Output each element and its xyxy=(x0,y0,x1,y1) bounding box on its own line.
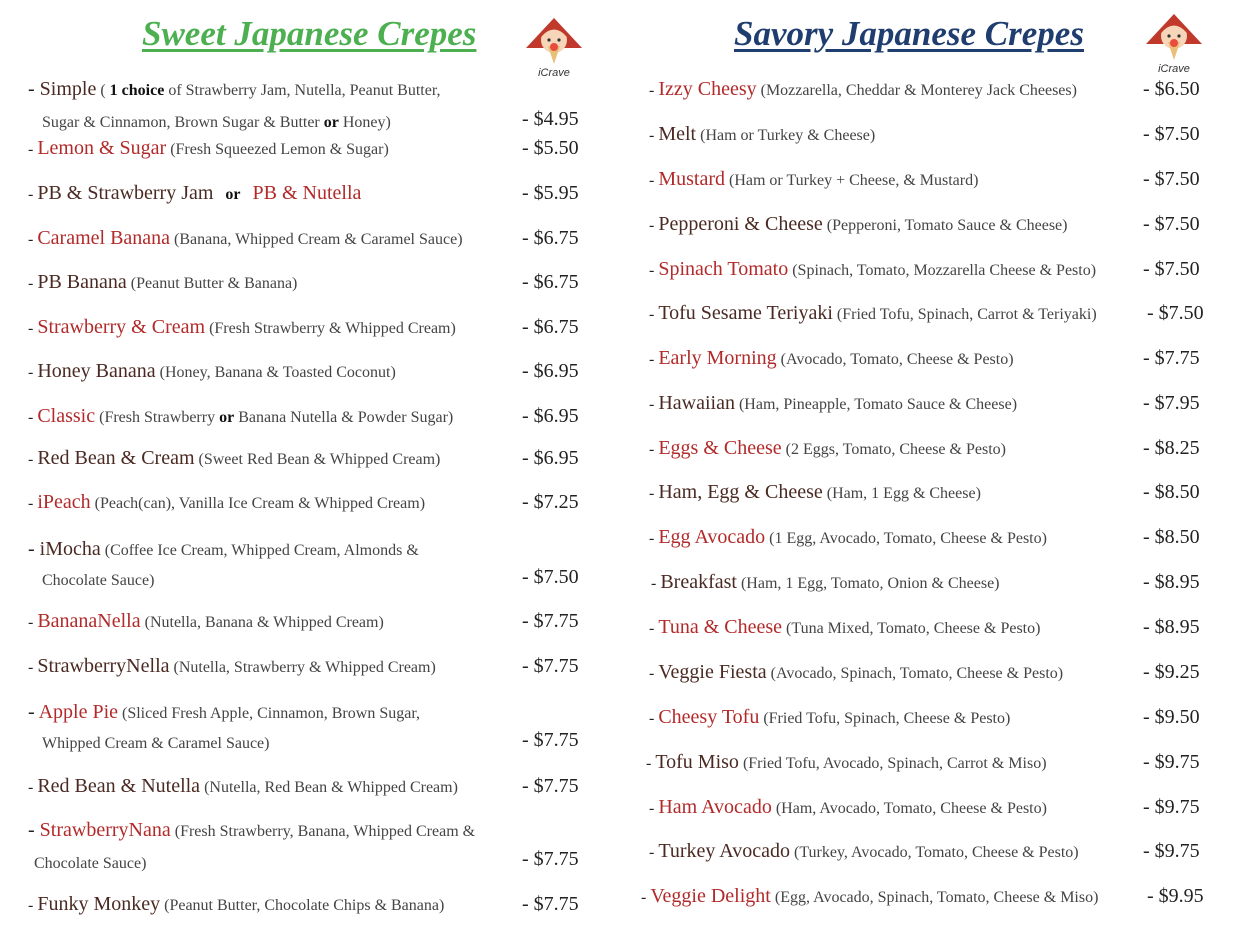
menu-item-turkey-avocado: - Turkey Avocado (Turkey, Avocado, Tomato, Cheese & Pesto) xyxy=(649,840,1079,862)
sweet-menu-section: Sweet Japanese Crepes iCrave - Simple ( 1 choice of Strawberry Jam, Nutella, Peanut Butter, Sugar & Cinnamon, Brown Sugar & Butter or Honey) - $4.95 - Lemon & Sugar (Fresh Squeezed Lemon & Sugar) - $5.50 - PB & Strawberry Jam or PB & Nutella - $5.95 - Caramel Banana (Banana, Whipped Cream & Caramel Sauce) - $6.75 - PB Banana (Peanut Butter & Banana) - $6.75 - Strawberry & Cream (Fresh Strawberry & Whipped Cream) - $6.75 - Honey Banana (Honey, Banana & Toasted Coconut) - $6.95 - Classic (Fresh Strawberry or Banana Nutella & Powder Sugar) - $6.95 - Red Bean & Cream (Sweet Red Bean & Whipped Cream) - $6.95 - iPeach (Peach(can), Vanilla Ice Cream & Whipped Cream) - $7.25 - iMocha (Coffee Ice Cream, Whipped Cream, Almonds & Chocolate Sauce) - $7.50 - BananaNella (Nutella, Banana & Whipped Cream) - $7.75 - StrawberryNella (Nutella, Strawberry & Whipped Cream) - $7.75 - Apple Pie (Sliced Fresh Apple, Cinnamon, Brown Sugar, Whipped Cream & Caramel Sauce) - $7.75 - Red Bean & Nutella (Nutella, Red Bean & Whipped Cream) - $7.75 - StrawberryNana (Fresh Strawberry, Banana, Whipped Cream & Chocolate Sauce) - $7.75 - Funky Monkey (Peanut Butter, Chocolate Chips & Banana) - $7.75 xyxy=(0,0,621,944)
menu-item-pepperoni-cheese: - Pepperoni & Cheese (Pepperoni, Tomato Sauce & Cheese) xyxy=(649,213,1068,235)
menu-item-lemon-sugar: - Lemon & Sugar (Fresh Squeezed Lemon & Sugar) xyxy=(28,137,389,159)
price-red-bean-nutella: - $7.75 xyxy=(522,775,579,797)
item-name: Egg Avocado xyxy=(658,526,766,548)
price-cheesy-tofu: - $9.50 xyxy=(1143,706,1200,728)
item-name: StrawberryNella xyxy=(37,655,170,677)
icrave-logo-icon xyxy=(1138,6,1210,76)
menu-item-strawberrynella: - StrawberryNella (Nutella, Strawberry & Whipped Cream) xyxy=(28,655,436,677)
price-pb-strawberry: - $5.95 xyxy=(522,182,579,204)
price-tofu-miso: - $9.75 xyxy=(1143,751,1200,773)
price-tuna-cheese: - $8.95 xyxy=(1143,616,1200,638)
price-early-morning: - $7.75 xyxy=(1143,347,1200,369)
menu-item-ipeach: - iPeach (Peach(can), Vanilla Ice Cream & Whipped Cream) xyxy=(28,491,426,513)
item-name: Tofu Sesame Teriyaki xyxy=(658,302,833,324)
menu-item-pb-banana: - PB Banana (Peanut Butter & Banana) xyxy=(28,271,298,293)
savory-menu-section xyxy=(621,0,1242,944)
item-name: Pepperoni & Cheese xyxy=(658,213,823,235)
item-name: Eggs & Cheese xyxy=(658,437,782,459)
menu-item-tofu-miso: - Tofu Miso (Fried Tofu, Avocado, Spinach, Carrot & Miso) xyxy=(646,751,1047,773)
item-name: Simple xyxy=(39,78,97,100)
menu-item-caramel-banana: - Caramel Banana (Banana, Whipped Cream & Caramel Sauce) xyxy=(28,227,463,249)
price-veggie-delight: - $9.95 xyxy=(1147,885,1204,907)
price-ipeach: - $7.25 xyxy=(522,491,579,513)
menu-item-izzy-cheesy: - Izzy Cheesy (Mozzarella, Cheddar & Monterey Jack Cheeses) xyxy=(649,78,1077,100)
price-strawberrynella: - $7.75 xyxy=(522,655,579,677)
item-name: Cheesy Tofu xyxy=(658,706,760,728)
item-name: StrawberryNana xyxy=(39,819,171,841)
menu-item-honey-banana: - Honey Banana (Honey, Banana & Toasted Coconut) xyxy=(28,360,396,382)
menu-item-red-bean-nutella: - Red Bean & Nutella (Nutella, Red Bean & Whipped Cream) xyxy=(28,775,458,797)
item-name: PB Banana xyxy=(37,271,127,293)
menu-item-hawaiian: - Hawaiian (Ham, Pineapple, Tomato Sauce & Cheese) xyxy=(649,392,1018,414)
price-turkey-avocado: - $9.75 xyxy=(1143,840,1200,862)
menu-item-tofu-sesame-teriyaki: - Tofu Sesame Teriyaki (Fried Tofu, Spinach, Carrot & Teriyaki) xyxy=(649,302,1097,324)
item-name: Strawberry & Cream xyxy=(37,316,206,338)
item-name: Ham, Egg & Cheese xyxy=(658,481,823,503)
item-name: Lemon & Sugar xyxy=(37,137,167,159)
item-name: Veggie Delight xyxy=(650,885,771,907)
item-name: PB & Strawberry Jam xyxy=(37,182,214,204)
item-name: Honey Banana xyxy=(37,360,156,382)
menu-item-funky-monkey: - Funky Monkey (Peanut Butter, Chocolate Chips & Banana) xyxy=(28,893,445,915)
menu-item-ham-avocado: - Ham Avocado (Ham, Avocado, Tomato, Cheese & Pesto) xyxy=(649,796,1047,818)
menu-item-egg-avocado: - Egg Avocado (1 Egg, Avocado, Tomato, Cheese & Pesto) xyxy=(649,526,1047,548)
item-name: Veggie Fiesta xyxy=(658,661,767,683)
logo-text: iCrave xyxy=(1158,63,1190,75)
menu-item-melt: - Melt (Ham or Turkey & Cheese) xyxy=(649,123,876,145)
price-caramel-banana: - $6.75 xyxy=(522,227,579,249)
item-name: Apple Pie xyxy=(38,701,118,723)
item-name: Turkey Avocado xyxy=(658,840,790,862)
menu-item-eggs-cheese: - Eggs & Cheese (2 Eggs, Tomato, Cheese & Pesto) xyxy=(649,437,1006,459)
item-name: Melt xyxy=(658,123,697,145)
price-spinach-tomato: - $7.50 xyxy=(1143,258,1200,280)
menu-item-breakfast: - Breakfast (Ham, 1 Egg, Tomato, Onion & Cheese) xyxy=(651,571,1000,593)
item-name: Early Morning xyxy=(658,347,777,369)
item-name: iMocha xyxy=(39,538,101,560)
menu-item-classic: - Classic (Fresh Strawberry or Banana Nutella & Powder Sugar) xyxy=(28,405,454,427)
price-simple: - $4.95 xyxy=(522,108,579,130)
item-name: iPeach xyxy=(37,491,91,513)
price-banananella: - $7.75 xyxy=(522,610,579,632)
item-name: Tofu Miso xyxy=(655,751,739,773)
menu-item-early-morning: - Early Morning (Avocado, Tomato, Cheese & Pesto) xyxy=(649,347,1014,369)
price-ham-egg-cheese: - $8.50 xyxy=(1143,481,1200,503)
price-red-bean-cream: - $6.95 xyxy=(522,447,579,469)
price-classic: - $6.95 xyxy=(522,405,579,427)
price-ham-avocado: - $9.75 xyxy=(1143,796,1200,818)
menu-item-ham-egg-cheese: - Ham, Egg & Cheese (Ham, 1 Egg & Cheese) xyxy=(649,481,981,503)
item-name: Hawaiian xyxy=(658,392,735,414)
item-name: BananaNella xyxy=(37,610,141,632)
price-egg-avocado: - $8.50 xyxy=(1143,526,1200,548)
price-tofu-sesame-teriyaki: - $7.50 xyxy=(1147,302,1204,324)
price-imocha: - $7.50 xyxy=(522,566,579,588)
price-apple-pie: - $7.75 xyxy=(522,729,579,751)
logo-text: iCrave xyxy=(538,67,570,79)
item-name: Caramel Banana xyxy=(37,227,171,249)
price-strawberry-cream: - $6.75 xyxy=(522,316,579,338)
menu-item-red-bean-cream: - Red Bean & Cream (Sweet Red Bean & Whipped Cream) xyxy=(28,447,441,469)
item-name: Red Bean & Cream xyxy=(37,447,195,469)
price-lemon-sugar: - $5.50 xyxy=(522,137,579,159)
price-funky-monkey: - $7.75 xyxy=(522,893,579,915)
item-name: Mustard xyxy=(658,168,725,190)
price-izzy-cheesy: - $6.50 xyxy=(1143,78,1200,100)
item-name: Breakfast xyxy=(660,571,737,593)
item-name: Funky Monkey xyxy=(37,893,161,915)
price-strawberrynana: - $7.75 xyxy=(522,848,579,870)
menu-item-veggie-delight: - Veggie Delight (Egg, Avocado, Spinach, Tomato, Cheese & Miso) xyxy=(641,885,1099,907)
price-mustard: - $7.50 xyxy=(1143,168,1200,190)
menu-item-cheesy-tofu: - Cheesy Tofu (Fried Tofu, Spinach, Cheese & Pesto) xyxy=(649,706,1011,728)
menu-item-pb-strawberry-jam: - PB & Strawberry Jam or PB & Nutella xyxy=(28,182,362,204)
price-honey-banana: - $6.95 xyxy=(522,360,579,382)
price-eggs-cheese: - $8.25 xyxy=(1143,437,1200,459)
icrave-logo-icon xyxy=(518,10,590,80)
savory-section-title: Savory Japanese Crepes xyxy=(734,14,1084,53)
item-name: Spinach Tomato xyxy=(658,258,789,280)
menu-item-strawberry-cream: - Strawberry & Cream (Fresh Strawberry & Whipped Cream) xyxy=(28,316,456,338)
price-pb-banana: - $6.75 xyxy=(522,271,579,293)
price-veggie-fiesta: - $9.25 xyxy=(1143,661,1200,683)
menu-item-mustard: - Mustard (Ham or Turkey + Cheese, & Mustard) xyxy=(649,168,979,190)
menu-item-spinach-tomato: - Spinach Tomato (Spinach, Tomato, Mozzarella Cheese & Pesto) xyxy=(649,258,1097,280)
price-pepperoni-cheese: - $7.50 xyxy=(1143,213,1200,235)
item-name: Red Bean & Nutella xyxy=(37,775,201,797)
menu-item-tuna-cheese: - Tuna & Cheese (Tuna Mixed, Tomato, Cheese & Pesto) xyxy=(649,616,1041,638)
item-name: Tuna & Cheese xyxy=(658,616,783,638)
price-breakfast: - $8.95 xyxy=(1143,571,1200,593)
price-hawaiian: - $7.95 xyxy=(1143,392,1200,414)
menu-item-banananella: - BananaNella (Nutella, Banana & Whipped Cream) xyxy=(28,610,384,632)
sweet-section-title: Sweet Japanese Crepes xyxy=(142,14,477,53)
item-name: Ham Avocado xyxy=(658,796,772,818)
item-name: Classic xyxy=(37,405,96,427)
item-name-alt: PB & Nutella xyxy=(252,182,362,204)
price-melt: - $7.50 xyxy=(1143,123,1200,145)
item-name: Izzy Cheesy xyxy=(658,78,757,100)
menu-item-veggie-fiesta: - Veggie Fiesta (Avocado, Spinach, Tomato, Cheese & Pesto) xyxy=(649,661,1064,683)
